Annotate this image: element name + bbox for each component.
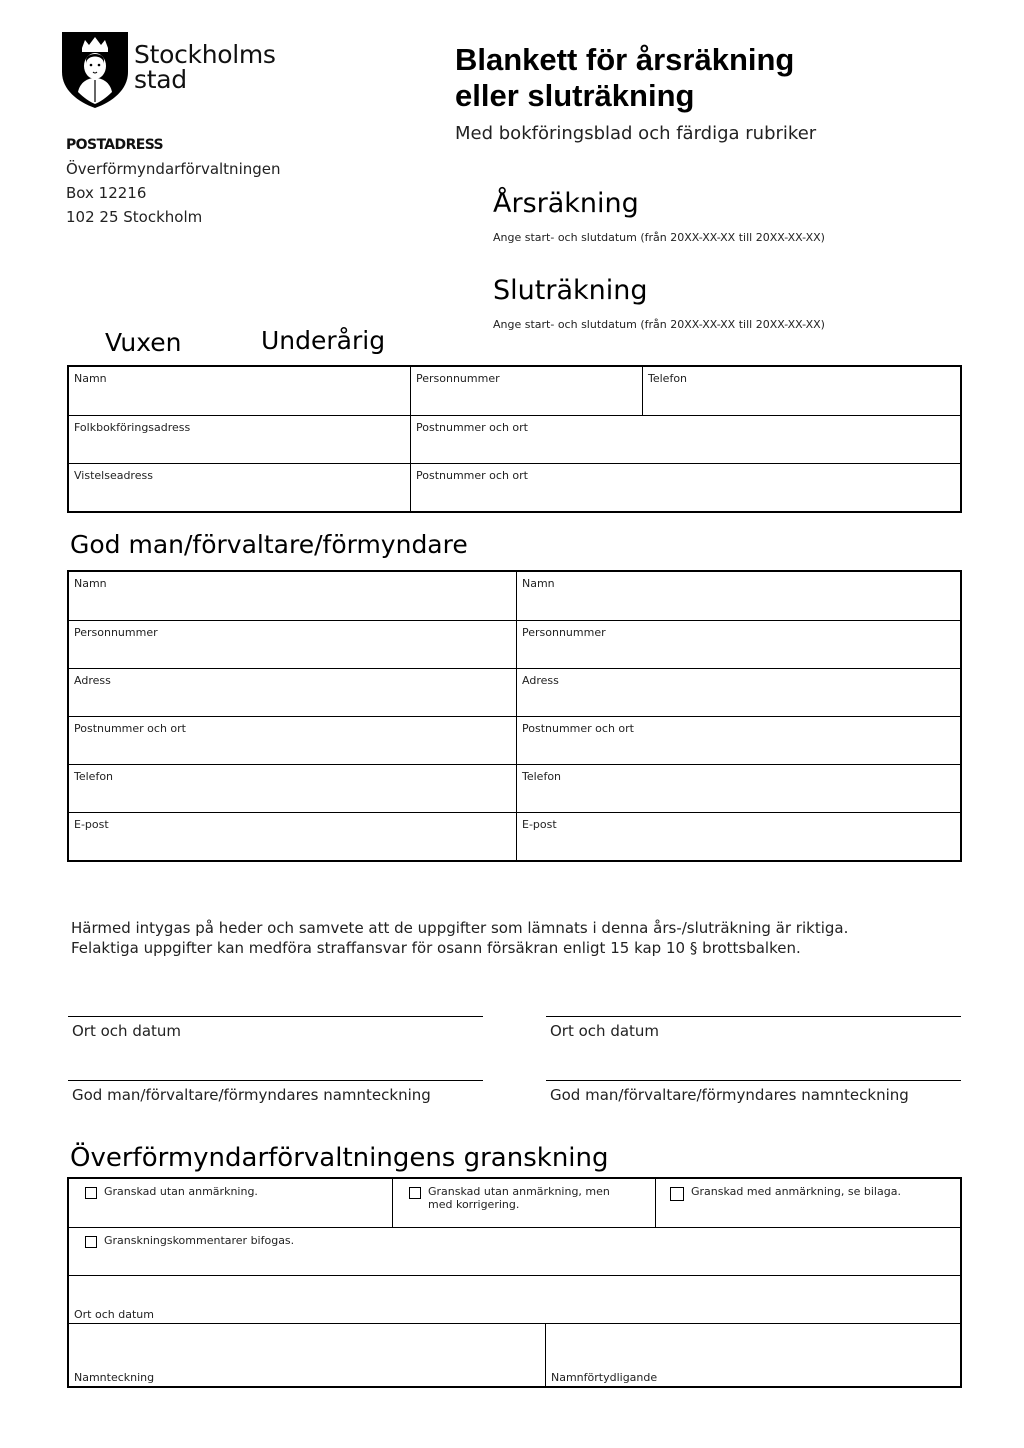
guardian1-email-field[interactable] [69,813,516,860]
field-label: Namn [522,577,555,590]
option-minor[interactable]: Underårig [261,326,386,355]
postal-line-1: Överförmyndarförvaltningen [66,160,281,178]
field-label: Personnummer [522,626,606,639]
checkbox-remark-label: Granskad med anmärkning, se bilaga. [691,1185,901,1198]
review-name-clarification-field[interactable] [545,1324,960,1386]
signature-line-left-1[interactable] [68,1016,483,1017]
checkbox-comments-attached-label: Granskningskommentarer bifogas. [104,1234,295,1247]
guardian1-phone-field[interactable] [69,765,516,812]
field-label: Telefon [648,372,688,385]
field-label: Telefon [74,770,114,783]
checkbox-approved-label: Granskad utan anmärkning. [104,1185,258,1198]
field-label: Adress [522,674,559,687]
field-label: E-post [74,818,109,831]
declaration-text: Härmed intygas på heder och samvete att de uppgifter som lämnats i denna års-/sluträkning är riktiga. Felaktiga uppgifter kan medföra straffansvar för osann försäkran enligt 15 kap 10 § brottsbalken. [71,919,849,957]
option-adult[interactable]: Vuxen [105,328,182,357]
field-label: Ort och datum [74,1308,154,1321]
checkbox-approved-corrected[interactable] [409,1187,421,1199]
guardian2-postal-city-field[interactable] [516,717,960,764]
person-info-table [67,365,962,513]
review-check2-cell [392,1179,655,1227]
guardian2-personnummer-field[interactable] [516,621,960,668]
guardian-heading: God man/förvaltare/förmyndare [70,530,468,559]
person-phone-field[interactable] [642,367,960,415]
field-label: Postnummer och ort [522,722,634,735]
guardian2-address-field[interactable] [516,669,960,716]
registered-postal-city-field[interactable] [410,416,960,463]
review-signature-field[interactable] [69,1324,545,1386]
field-label: Personnummer [74,626,158,639]
postal-label: POSTADRESS [66,137,164,153]
form-title-line1: Blankett för årsräkning [455,42,795,77]
field-label: Namn [74,372,107,385]
guardian1-name-field[interactable] [69,572,516,620]
checkbox-approved[interactable] [85,1187,97,1199]
field-label: Adress [74,674,111,687]
form-subtitle: Med bokföringsblad och färdiga rubriker [455,123,817,144]
guardian1-personnummer-field[interactable] [69,621,516,668]
field-label: Telefon [522,770,562,783]
review-heading: Överförmyndarförvaltningens granskning [70,1143,609,1173]
field-label: Postnummer och ort [74,722,186,735]
guardian1-address-field[interactable] [69,669,516,716]
place-date-label-right: Ort och datum [550,1022,660,1040]
review-place-date-field[interactable] [69,1276,960,1323]
signature-label-right: God man/förvaltare/förmyndares namnteckning [550,1086,909,1104]
field-label: Vistelseadress [74,469,153,482]
residence-address-field[interactable] [69,464,410,511]
review-check3-cell [655,1179,960,1227]
form-title-line2: eller sluträkning [455,78,695,113]
registered-address-field[interactable] [69,416,410,463]
signature-line-right-2[interactable] [546,1080,961,1081]
field-label: Personnummer [416,372,500,385]
guardian2-email-field[interactable] [516,813,960,860]
field-label: Folkbokföringsadress [74,421,191,434]
field-label: Namn [74,577,107,590]
residence-postal-city-field[interactable] [410,464,960,511]
signature-line-left-2[interactable] [68,1080,483,1081]
guardian1-postal-city-field[interactable] [69,717,516,764]
field-label: E-post [522,818,557,831]
review-table [67,1177,962,1388]
postal-line-3: 102 25 Stockholm [66,208,203,226]
postal-line-2: Box 12216 [66,184,147,202]
place-date-label-left: Ort och datum [72,1022,182,1040]
guardian2-name-field[interactable] [516,572,960,620]
field-label: Namnteckning [74,1371,155,1384]
review-check1-cell [69,1179,392,1227]
signature-label-left: God man/förvaltare/förmyndares namnteckning [72,1086,431,1104]
checkbox-approved-corrected-label: Granskad utan anmärkning, men med korrigering. [428,1185,610,1211]
checkbox-comments-attached[interactable] [85,1236,97,1248]
guardian-table [67,570,962,862]
logo-text-line1: Stockholms [134,40,276,69]
person-personnummer-field[interactable] [410,367,642,415]
option-arsrakning[interactable]: Årsräkning [493,188,639,219]
checkbox-remark[interactable] [670,1187,684,1201]
field-label: Postnummer och ort [416,469,528,482]
arsrakning-hint: Ange start- och slutdatum (från 20XX-XX-XX till 20XX-XX-XX) [493,231,825,244]
logo-text-line2: stad [134,65,187,94]
slutrakning-hint: Ange start- och slutdatum (från 20XX-XX-XX till 20XX-XX-XX) [493,318,825,331]
field-label: Namnförtydligande [551,1371,658,1384]
option-slutrakning[interactable]: Sluträkning [493,275,648,306]
stockholm-coat-of-arms-logo [60,30,130,110]
review-check4-cell [69,1228,960,1275]
field-label: Postnummer och ort [416,421,528,434]
person-name-field[interactable] [69,367,410,415]
guardian2-phone-field[interactable] [516,765,960,812]
signature-line-right-1[interactable] [546,1016,961,1017]
